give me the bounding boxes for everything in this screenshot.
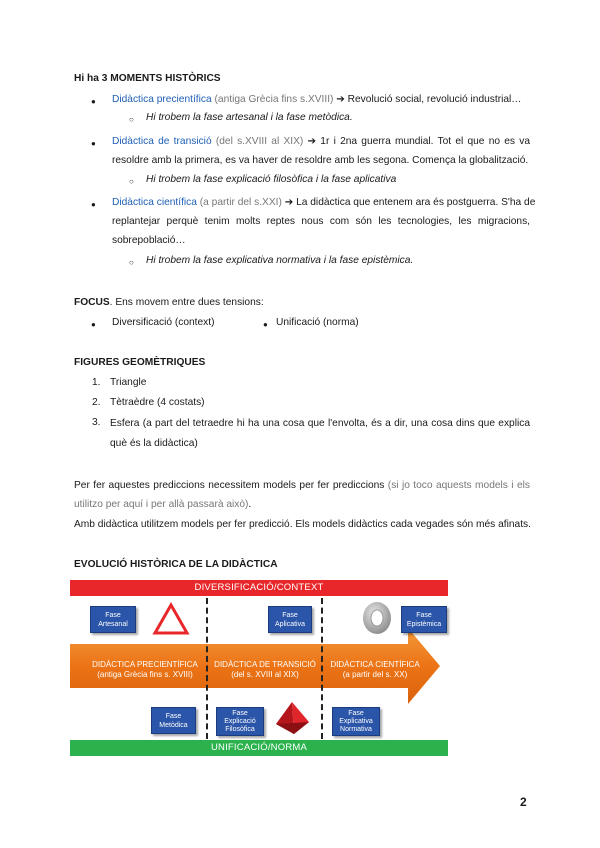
moment-1-desc: Revolució social, revolució industrial… [347, 94, 522, 105]
arrow-section-2 [210, 660, 320, 680]
arrow-section-2-title: DIDÀCTICA DE TRANSICIÓ [214, 660, 316, 669]
moment-3-desc-cont2: sobrepoblació… [112, 235, 186, 246]
phase-box-label: Metòdica [159, 721, 188, 729]
phase-box-explicacio-filosofica [216, 707, 264, 736]
paragraph-1-main: Per fer aquestes prediccions necessitem models per fer prediccions [74, 480, 385, 491]
moment-3 [112, 192, 536, 213]
figure-2: Tètraèdre (4 costats) [110, 397, 205, 408]
phase-box-label: Epistèmica [406, 620, 442, 628]
arrow-section-1-sub: (antiga Grècia fins s. XVIII) [97, 670, 193, 679]
figure-2-number: 2. [92, 397, 101, 408]
focus-line [74, 296, 264, 310]
phase-box-label: Fase [232, 709, 248, 717]
moment-2-name: Didàctica de transició [112, 136, 212, 147]
phase-box-label: Fase [165, 712, 182, 720]
arrow-icon: ➔ [284, 197, 294, 208]
phase-box-label: Explicació [224, 717, 256, 725]
bullet-icon: ● [91, 200, 96, 209]
moment-2-desc: 1r i 2na guerra mundial. Tot el que no es va [320, 136, 530, 147]
phase-box-epistemica [401, 606, 447, 633]
moment-2-desc-cont: resoldre amb la primera, es va haver de resoldre amb les segona. Comença la globalització. [112, 155, 529, 166]
phase-box-artesanal [90, 606, 136, 633]
moments-heading: Hi ha 3 MOMENTS HISTÒRICS [74, 73, 221, 84]
circle-bullet-icon: ○ [129, 177, 134, 186]
paragraph-1-aside: (si jo toco aquests models i els [384, 480, 530, 491]
arrow-section-3 [325, 660, 425, 680]
paragraph-1-cont [74, 494, 530, 515]
arrow-icon: ➔ [336, 94, 345, 105]
moment-3-name: Didàctica científica [112, 197, 197, 208]
moment-1-name: Didàctica precientífica [112, 94, 212, 105]
triangle-icon [152, 602, 190, 636]
arrow-section-3-title: DIDÀCTICA CIENTÍFICA [330, 660, 420, 669]
paragraph-1-aside-cont: utilitzo per aquí i per allà passarà això) [74, 499, 249, 510]
arrow-section-2-sub: (del s. XVIII al XIX) [231, 670, 299, 679]
moment-3-period: (a partir del s.XXI) [199, 197, 282, 208]
moment-1-phase: Hi trobem la fase artesanal i la fase metòdica. [146, 112, 353, 123]
arrow-section-3-sub: (a partir del s. XX) [342, 670, 408, 679]
figure-1-number: 1. [92, 377, 101, 388]
diagram-heading: EVOLUCIÓ HISTÒRICA DE LA DIDÀCTICA [74, 559, 278, 570]
phase-box-label: Fase [348, 709, 364, 717]
phase-box-metodica [151, 707, 196, 734]
arrow-section-1-title: DIDÀCTICA PRECIENTÍFICA [92, 660, 198, 669]
arrow-icon: ➔ [307, 136, 317, 147]
page-number: 2 [520, 795, 527, 809]
unification-bar: UNIFICACIÓ/NORMA [70, 740, 448, 756]
arrow-section-1 [80, 660, 210, 680]
phase-box-label: Artesanal [98, 620, 128, 628]
figure-3-number: 3. [92, 417, 101, 428]
figure-3: Esfera (a part del tetraedre hi ha una cosa que l'envolta, és a dir, una cosa dins que explica [110, 418, 530, 429]
moment-2-period: (del s.XVIII al XIX) [215, 136, 304, 147]
bullet-icon: ● [91, 320, 96, 329]
focus-item-1: Diversificació (context) [112, 317, 215, 328]
bullet-icon: ● [91, 139, 96, 148]
paragraph-2: Amb didàctica utilitzem models per fer predicció. Els models didàctics cada vegades són més afinats. [74, 519, 531, 530]
figures-heading: FIGURES GEOMÈTRIQUES [74, 357, 206, 368]
bullet-icon: ● [91, 97, 96, 106]
figure-1: Triangle [110, 377, 147, 388]
tetrahedron-icon [272, 700, 312, 736]
separator-line [321, 598, 323, 739]
focus-item-2: Unificació (norma) [276, 317, 359, 328]
moment-2-phase: Hi trobem la fase explicació filosòfica i la fase aplicativa [146, 174, 397, 185]
diversification-bar: DIVERSIFICACIÓ/CONTEXT [70, 580, 448, 596]
phase-box-aplicativa [268, 606, 312, 633]
moment-3-desc: La didàctica que entenem ara és postguerra. S'ha de [296, 197, 536, 208]
moment-2 [112, 131, 530, 152]
bullet-icon: ● [263, 320, 268, 329]
circle-bullet-icon: ○ [129, 258, 134, 267]
phase-box-label: Fase [105, 611, 121, 619]
phase-box-label: Normativa [340, 725, 372, 733]
phase-box-label: Fase [282, 611, 298, 619]
figure-3-cont: què és la didàctica) [110, 438, 198, 449]
paragraph-1 [74, 475, 530, 496]
separator-line [206, 598, 208, 739]
phase-box-label: Fase [416, 611, 432, 619]
phase-box-label: Explicativa [339, 717, 373, 725]
moment-1-period: (antiga Grècia fins s.XVIII) [214, 94, 334, 105]
paragraph-1-end: . [248, 499, 252, 510]
phase-box-label: Aplicativa [275, 620, 305, 628]
sphere-icon [360, 600, 394, 636]
moment-3-desc-cont: replantejar perquè tenim molts reptes nous com són les tecnologies, les migracions, [112, 216, 530, 227]
focus-label: FOCUS [74, 297, 110, 308]
circle-bullet-icon: ○ [129, 115, 134, 124]
phase-box-explicativa-normativa [332, 707, 380, 736]
moment-3-phase: Hi trobem la fase explicativa normativa i la fase epistèmica. [146, 255, 414, 266]
focus-text: . Ens movem entre dues tensions: [109, 297, 264, 308]
phase-box-label: Filosòfica [225, 725, 255, 733]
